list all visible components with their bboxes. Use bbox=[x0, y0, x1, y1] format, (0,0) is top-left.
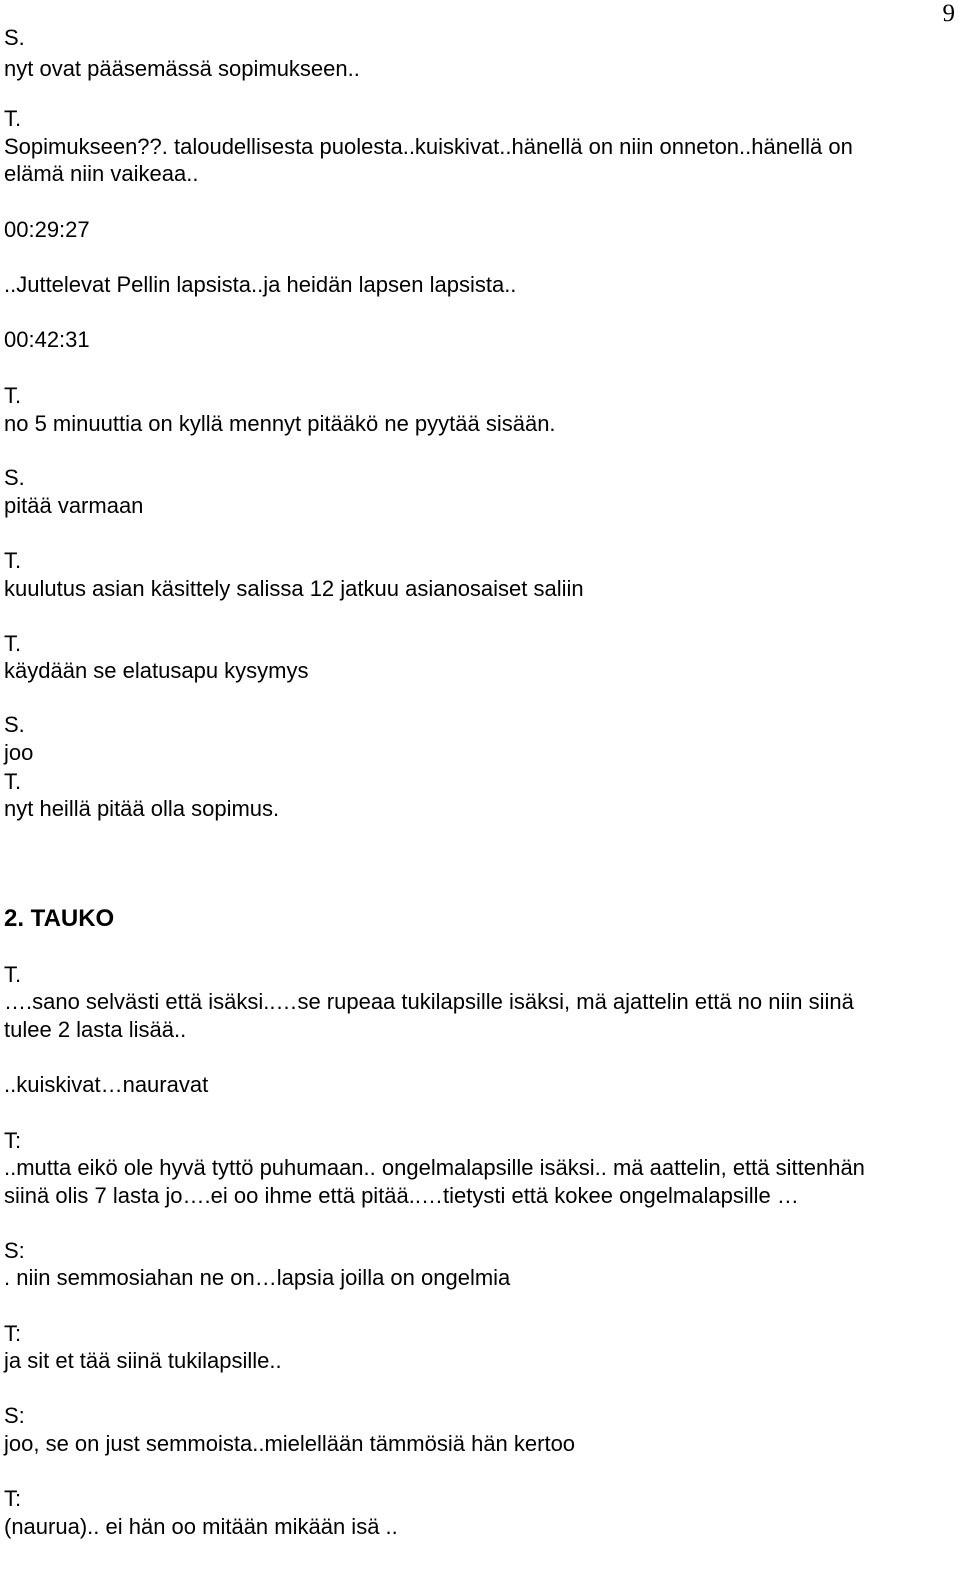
speaker-label: T. bbox=[4, 548, 22, 573]
page-number: 9 bbox=[942, 0, 955, 27]
speaker-label: T. bbox=[4, 106, 22, 131]
dialogue-line: joo, se on just semmoista..mielellään tämmösiä hän kertoo bbox=[4, 1431, 576, 1456]
timestamp: 00:29:27 bbox=[4, 217, 90, 242]
dialogue-line: no 5 minuuttia on kyllä mennyt pitääkö ne pyytää sisään. bbox=[4, 411, 556, 436]
speaker-label: T: bbox=[4, 1128, 22, 1153]
speaker-label: T. bbox=[4, 962, 22, 987]
dialogue-line: elämä niin vaikeaa.. bbox=[4, 161, 199, 186]
speaker-label: T. bbox=[4, 631, 22, 656]
speaker-label: T. bbox=[4, 383, 22, 408]
dialogue-line: siinä olis 7 lasta jo….ei oo ihme että pitää..…tietysti että kokee ongelmalapsille … bbox=[4, 1183, 799, 1208]
dialogue-line: kuulutus asian käsittely salissa 12 jatkuu asianosaiset saliin bbox=[4, 576, 584, 601]
narration-line: ..kuiskivat…nauravat bbox=[4, 1072, 209, 1097]
dialogue-line: nyt heillä pitää olla sopimus. bbox=[4, 796, 280, 821]
dialogue-line: käydään se elatusapu kysymys bbox=[4, 658, 309, 683]
dialogue-line: ja sit et tää siinä tukilapsille.. bbox=[4, 1348, 282, 1373]
dialogue-line: pitää varmaan bbox=[4, 493, 144, 518]
speaker-label: S. bbox=[4, 25, 25, 50]
speaker-label: S: bbox=[4, 1403, 25, 1428]
dialogue-line: tulee 2 lasta lisää.. bbox=[4, 1017, 187, 1042]
speaker-label: S: bbox=[4, 1238, 25, 1263]
speaker-label: S. bbox=[4, 712, 25, 737]
dialogue-line: (naurua).. ei hän oo mitään mikään isä .. bbox=[4, 1514, 398, 1539]
dialogue-line: . niin semmosiahan ne on…lapsia joilla on ongelmia bbox=[4, 1265, 511, 1290]
section-heading: 2. TAUKO bbox=[4, 905, 115, 932]
timestamp: 00:42:31 bbox=[4, 327, 90, 352]
speaker-label: T: bbox=[4, 1486, 22, 1511]
speaker-label: T: bbox=[4, 1321, 22, 1346]
speaker-label: T. bbox=[4, 769, 22, 794]
narration-line: ..Juttelevat Pellin lapsista..ja heidän lapsen lapsista.. bbox=[4, 272, 517, 297]
dialogue-line: Sopimukseen??. taloudellisesta puolesta..kuiskivat..hänellä on niin onneton..hänellä on bbox=[4, 134, 853, 159]
dialogue-line: ..mutta eikö ole hyvä tyttö puhumaan.. ongelmalapsille isäksi.. mä aattelin, että sittenhän bbox=[4, 1155, 865, 1180]
dialogue-line: joo bbox=[4, 740, 34, 765]
dialogue-line: nyt ovat pääsemässä sopimukseen.. bbox=[4, 56, 360, 81]
dialogue-line: ….sano selvästi että isäksi..…se rupeaa tukilapsille isäksi, mä ajattelin että no niin siinä bbox=[4, 989, 854, 1014]
speaker-label: S. bbox=[4, 465, 25, 490]
